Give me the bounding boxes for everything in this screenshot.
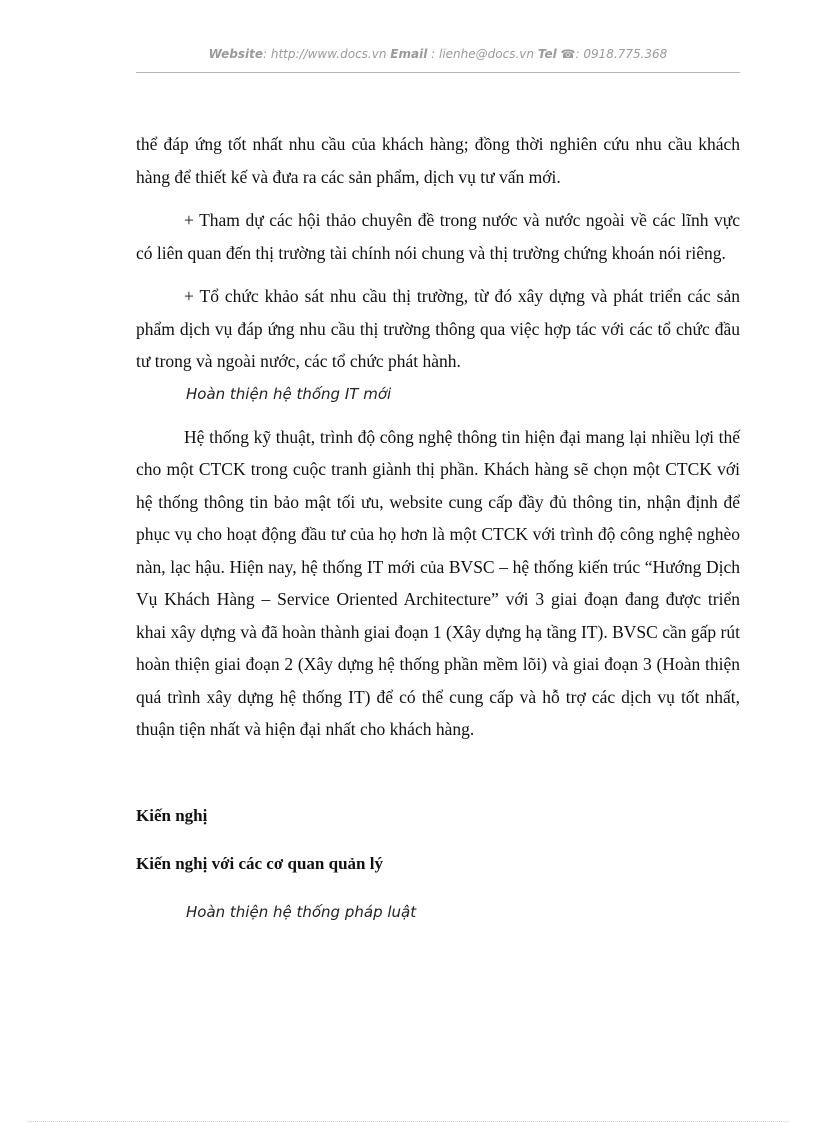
footer-divider [28, 1121, 788, 1122]
subheading-it-system: Hoàn thiện hệ thống IT mới [186, 384, 392, 403]
paragraph-4: Hệ thống kỹ thuật, trình độ công nghệ thông tin hiện đại mang lại nhiều lợi thế cho một CTCK trong cuộc tranh giành thị phần. Khách hàng sẽ chọn một CTCK với hệ thống thông tin bảo mật tối ưu, website cung cấp đầy đủ thông tin, nhận định để phục vụ cho hoạt động đầu tư của họ hơn là một CTCK với trình độ công nghệ nghèo nàn, lạc hậu. Hiện nay, hệ thống IT mới của BVSC – hệ thống kiến trúc “Hướng Dịch Vụ Khách Hàng – Service Oriented Architecture” với 3 giai đoạn đang được triển khai xây dựng và đã hoàn thành giai đoạn 1 (Xây dựng hạ tầng IT). BVSC cần gấp rút hoàn thiện giai đoạn 2 (Xây dựng hệ thống phần mềm lõi) và giai đoạn 3 (Hoàn thiện quá trình xây dựng hệ thống IT) để có thể cung cấp và hỗ trợ các dịch vụ tốt nhất, thuận tiện nhất và hiện đại nhất cho khách hàng. [136, 426, 740, 739]
tel-value: : 0918.775.368 [575, 47, 668, 61]
document-body [136, 128, 740, 928]
website-link[interactable]: : http://www.docs.vn [263, 47, 387, 61]
phone-icon: ☎ [560, 47, 576, 61]
subheading-legal-system: Hoàn thiện hệ thống pháp luật [186, 902, 417, 921]
heading-recommendations-authorities: Kiến nghị với các cơ quan quản lý [136, 853, 383, 873]
page-header [136, 47, 740, 61]
paragraph-3: + Tổ chức khảo sát nhu cầu thị trường, từ đó xây dựng và phát triển các sản phẩm dịch vụ đáp ứng nhu cầu thị trường thông qua việc hợp tác với các tổ chức đầu tư trong và ngoài nước, các tổ chức phát hành. [136, 286, 740, 371]
website-label: Website [208, 47, 263, 61]
paragraph-2: + Tham dự các hội thảo chuyên đề trong nước và nước ngoài về các lĩnh vực có liên quan đến thị trường tài chính nói chung và thị trường chứng khoán nói riêng. [136, 210, 740, 263]
email-label: Email [390, 47, 428, 61]
paragraph-1: thể đáp ứng tốt nhất nhu cầu của khách hàng; đồng thời nghiên cứu nhu cầu khách hàng để thiết kế và đưa ra các sản phẩm, dịch vụ tư vấn mới. [136, 134, 740, 187]
header-divider [136, 72, 740, 73]
tel-label: Tel [537, 47, 557, 61]
heading-recommendations: Kiến nghị [136, 805, 208, 825]
email-link[interactable]: : lienhe@docs.vn [431, 47, 534, 61]
